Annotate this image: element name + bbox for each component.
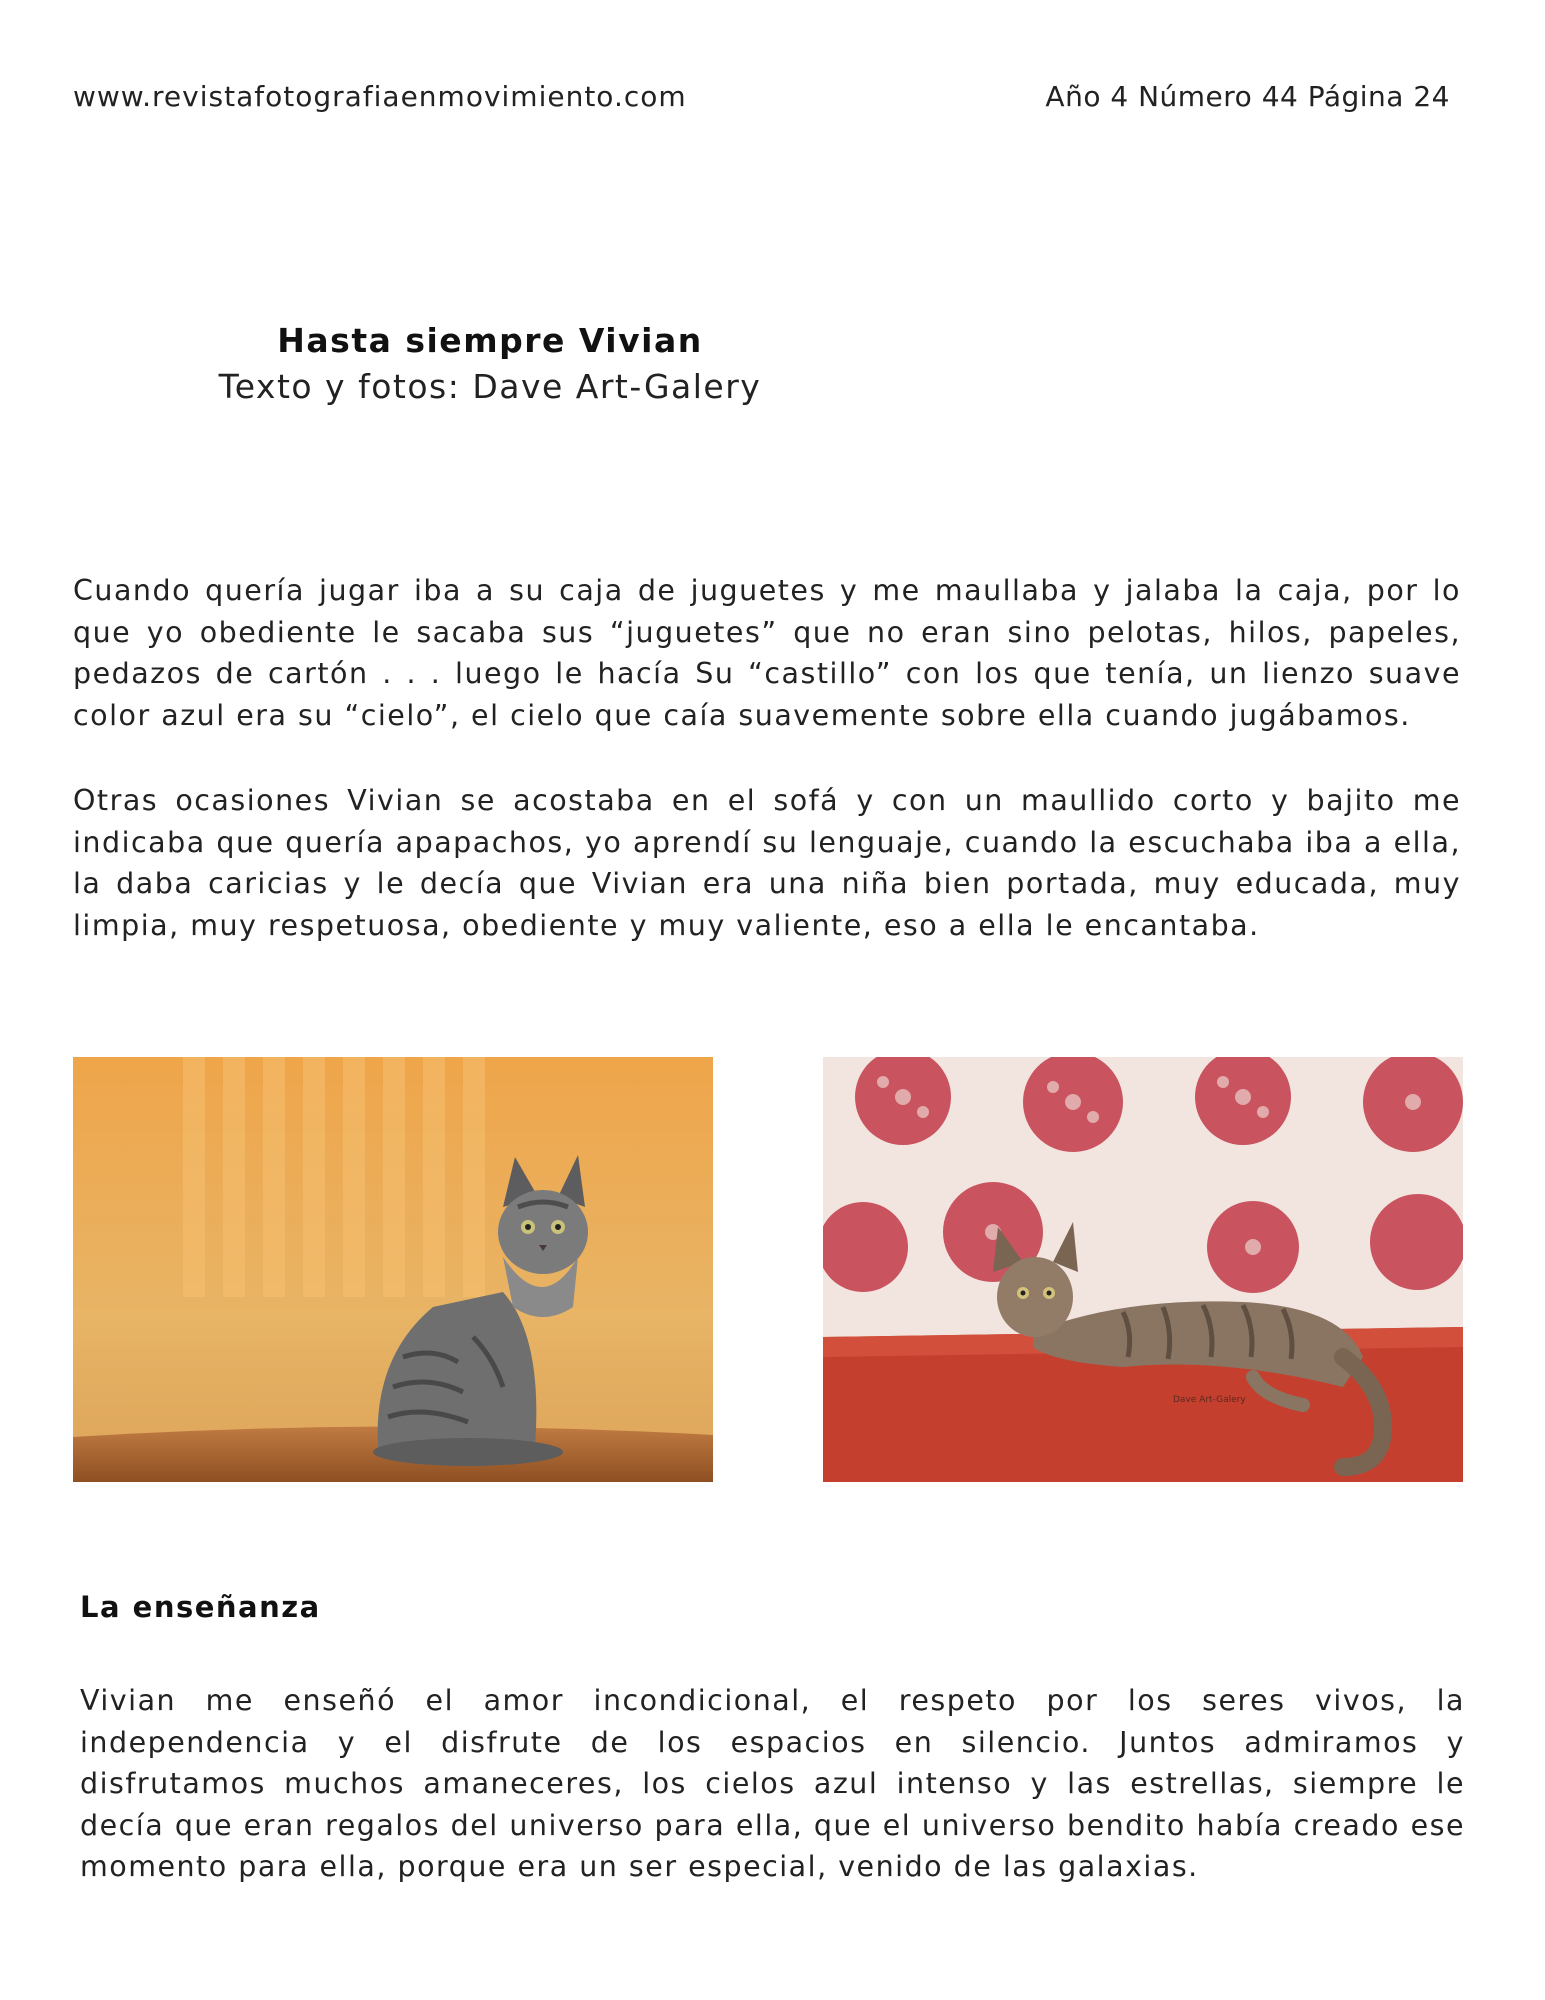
issue-info: Año 4 Número 44 Página 24 <box>1045 80 1450 113</box>
paragraph-2: Otras ocasiones Vivian se acostaba en el sofá y con un maullido corto y bajito me indicaba que quería apapachos, yo aprendí su lenguaje, cuando la escuchaba iba a ella, la daba caricias y le decía que Vivian era una niña bien portada, muy educada, muy limpia, muy respetuosa, obediente y muy valiente, eso a ella le encantaba. <box>73 784 1461 942</box>
photo-cat-sitting <box>73 1057 713 1482</box>
paragraph-3: Vivian me enseñó el amor incondicional, el respeto por los seres vivos, la independencia y el disfrute de los espacios en silencio. Juntos admiramos y disfrutamos muchos amaneceres, los cielos azul intenso y las estrellas, siempre le decía que eran regalos del universo para ella, que el universo bendito había creado ese momento para ella, porque era un ser especial, venido de las galaxias. <box>80 1684 1465 1883</box>
section-title: La enseñanza <box>80 1590 321 1624</box>
article-byline: Texto y fotos: Dave Art-Galery <box>218 367 762 406</box>
site-url[interactable]: www.revistafotografiaenmovimiento.com <box>73 80 687 113</box>
article-title: Hasta siempre Vivian <box>277 321 703 360</box>
paragraph-1: Cuando quería jugar iba a su caja de juguetes y me maullaba y jalaba la caja, por lo que yo obediente le sacaba sus “juguetes” que no eran sino pelotas, hilos, papeles, pedazos de cartón . . . luego le hacía Su “castillo” con los que tenía, un lienzo suave color azul era su “cielo”, el cielo que caía suavemente sobre ella cuando jugábamos. <box>73 574 1461 732</box>
article-title-block <box>190 318 790 410</box>
photo-cat-lying <box>823 1057 1463 1482</box>
photo-watermark: Dave Art-Galery <box>1173 1395 1246 1405</box>
